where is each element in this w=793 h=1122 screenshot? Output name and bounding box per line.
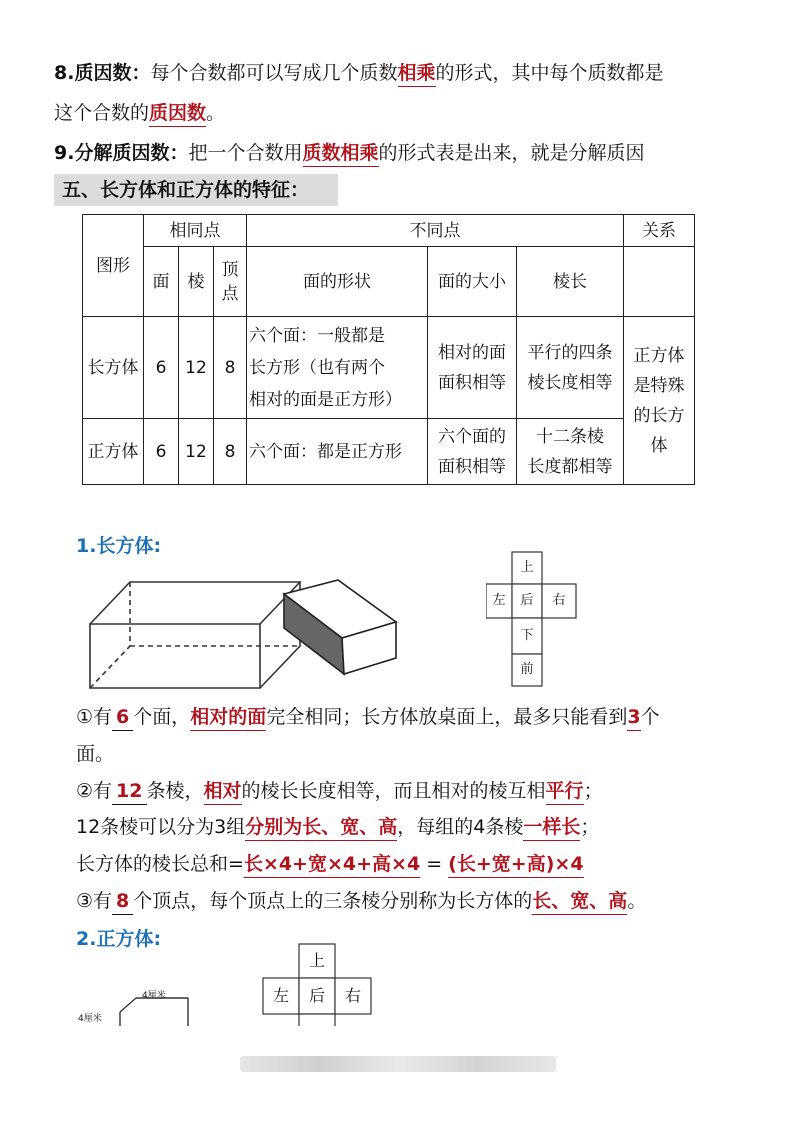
cube-length-line1: 十二条棱 [536,426,604,447]
p8-num: 8. [54,62,75,84]
row-cuboid-face: 6 [144,317,179,419]
header-face-shape: 面的形状 [247,247,428,317]
cube-net-back-label: 后 [308,986,325,1005]
fact-1 [76,704,660,731]
fact3-b: ，每组的4条棱 [397,816,524,838]
row-cube-name: 正方体 [83,419,144,485]
cuboid-shape-line3: 相对的面是正方形） [249,389,402,410]
p8-keyword-prime-factor: 质因数 [149,100,206,127]
net-back-label: 后 [520,593,534,608]
p8-term: 质因数 [74,62,132,84]
row-cube-face: 6 [144,419,179,485]
p9-text: 把一个合数用 [188,142,303,164]
blurred-watermark [240,1056,556,1072]
cuboid-size-line2: 面积相等 [438,372,506,393]
header-relation: 关系 [624,215,695,247]
row-cuboid-shape [247,317,428,419]
header-vertex [214,247,247,317]
p8-line2-text: 这个合数的 [54,102,150,124]
header-face: 面 [144,247,179,317]
cube-net-right-label: 右 [344,986,361,1005]
header-face-size: 面的大小 [428,247,517,317]
fact1-c: 完全相同；长方体放桌面上，最多只能看到 [266,706,628,728]
header-same: 相同点 [144,215,247,247]
row-cube-size [428,419,517,485]
fact-5 [76,888,646,915]
row-cuboid-edge: 12 [179,317,214,419]
cuboid-length-line1: 平行的四条 [527,342,613,363]
header-edge-length: 棱长 [517,247,624,317]
header-relation-empty [624,247,695,317]
header-vertex-text: 顶点 [221,259,239,304]
header-diff: 不同点 [247,215,624,247]
fact5-vertex-count: 8 [112,888,133,915]
p8-end: 。 [206,102,226,124]
cuboid-shape-line2: 长方形（也有两个 [249,357,385,378]
fact-1-line2: 面。 [76,743,115,765]
fact1-face-count: 6 [112,704,133,731]
p8-keyword-multiply: 相乘 [398,60,436,87]
p9-colon: ： [169,142,189,164]
row-cuboid-length [517,317,624,419]
fact4-formula: 长×4+宽×4+高×4 [244,851,420,878]
paragraph-9 [54,140,645,167]
fact2-edge-count: 12 [112,778,146,805]
fact4-a: 长方体的棱长总和= [76,853,244,875]
fact1-keyword: 相对的面 [190,704,266,731]
relation-line3: 的长方 [633,405,685,426]
cuboid-solid [284,580,396,674]
row-cube-edge: 12 [179,419,214,485]
fact2-keyword-parallel: 平行 [546,778,584,805]
fact2-b: 条棱， [146,780,204,802]
p8-colon: ： [131,62,151,84]
fact5-b: 个顶点，每个顶点上的三条棱分别称为长方体的 [133,890,533,912]
relation-cell [624,317,695,485]
fact4-equals: = [420,853,449,875]
fact-2 [76,778,603,805]
cuboid-length-line2: 棱长度相等 [527,372,613,393]
relation-line2: 是特殊 [633,375,685,396]
paragraph-8-line2 [54,100,225,127]
net-front-label: 前 [520,662,534,677]
fact3-keyword: 分别为长、宽、高 [245,814,397,841]
net-right-label: 右 [552,593,566,608]
fact5-c: 。 [627,890,647,912]
row-cuboid-size [428,317,517,419]
header-edge: 棱 [179,247,214,317]
cube-net-left-label: 左 [272,986,289,1005]
fact-3 [76,814,599,841]
cuboid-size-line1: 相对的面 [438,342,506,363]
fact5-a: ③有 [76,890,113,912]
fact3-c: ； [580,816,600,838]
fact4-formula2: (长+宽+高)×4 [448,851,583,878]
cube-size-line2: 面积相等 [438,456,506,477]
p9-term: 分解质因数 [74,142,170,164]
paragraph-8 [54,60,664,87]
cube-label-top: 4厘米 [142,991,166,1001]
cube-title: 2.正方体: [76,928,162,950]
fact-4 [76,851,584,878]
net-bottom-label: 下 [520,628,534,643]
p8-text2: 的形式，其中每个质数都是 [435,62,664,84]
relation-line4: 体 [650,435,668,456]
relation-line1: 正方体 [633,345,685,366]
cube-net-top-label: 上 [308,951,325,970]
fact1-a: ①有 [76,706,113,728]
fact2-d: ； [583,780,603,802]
header-shape: 图形 [83,215,144,317]
fact3-keyword2: 一样长 [523,814,580,841]
fact2-keyword: 相对 [204,778,242,805]
fact2-c: 的棱长长度相等，而且相对的棱互相 [241,780,546,802]
cube-length-line2: 长度都相等 [527,456,613,477]
fact3-a: 12条棱可以分为3组 [76,816,246,838]
cuboid-title: 1.长方体: [76,535,162,557]
cube-net [262,942,374,1026]
row-cuboid-name: 长方体 [83,317,144,419]
fact5-keyword: 长、宽、高 [532,888,627,915]
feature-table [82,214,695,485]
row-cuboid-vertex: 8 [214,317,247,419]
p9-num: 9. [54,142,75,164]
row-cube-shape: 六个面：都是正方形 [247,419,428,485]
cuboid-shape-line1: 六个面：一般都是 [249,325,385,346]
fact2-a: ②有 [76,780,113,802]
row-cube-vertex: 8 [214,419,247,485]
p9-keyword: 质数相乘 [303,140,379,167]
cuboid-wireframe [90,582,300,688]
section-5-heading: 五、长方体和正方体的特征： [54,174,338,206]
p9-text2: 的形式表是出来，就是分解质因 [378,142,645,164]
cube-size-line1: 六个面的 [438,426,506,447]
row-cube-length [517,419,624,485]
net-left-label: 左 [492,593,506,608]
fact1-visible-count: 3 [627,704,640,731]
fact1-d: 个 [640,706,660,728]
cube-label-left: 4厘米 [78,1014,102,1024]
cuboid-figures [84,572,404,694]
cube-figure [76,990,216,1026]
fact1-b: 个面， [133,706,191,728]
p8-text: 每个合数都可以写成几个质数 [150,62,398,84]
net-top-label: 上 [520,560,534,575]
